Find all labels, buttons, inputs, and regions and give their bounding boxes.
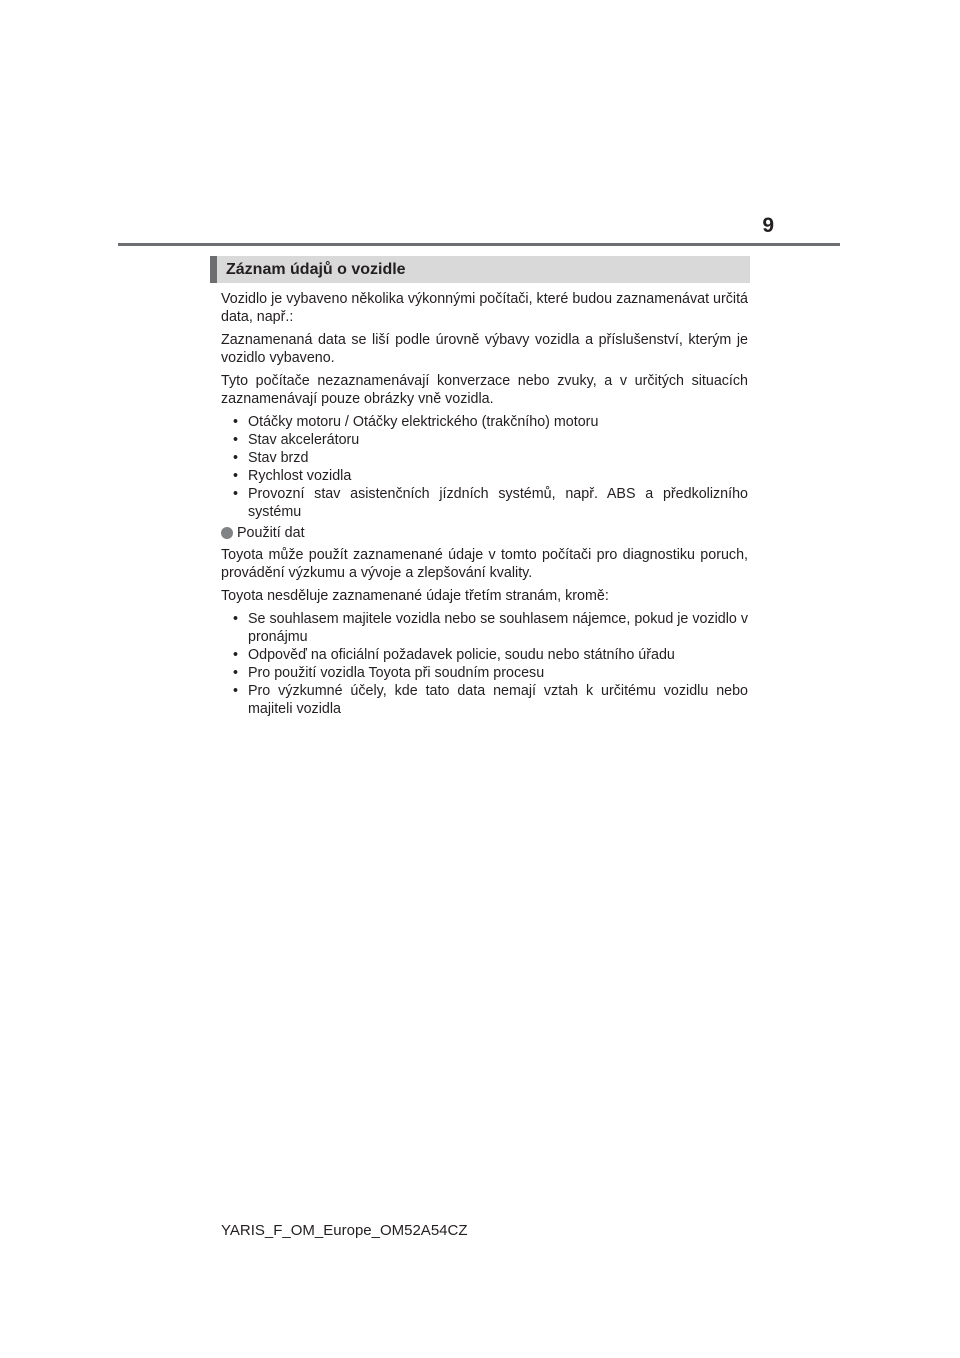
header-rule (118, 243, 840, 246)
list-item-text: Provozní stav asistenčních jízdních systémů, např. ABS a předkolizního systému (248, 486, 748, 520)
intro-paragraph: Zaznamenaná data se liší podle úrovně výbavy vozidla a příslušenství, kterým je vozidlo vybaveno. (221, 332, 748, 366)
list-item (221, 646, 748, 664)
list-item-text: Otáčky motoru / Otáčky elektrického (trakčního) motoru (248, 414, 599, 430)
section-heading: Záznam údajů o vozidle (210, 256, 750, 283)
intro-paragraph: Vozidlo je vybaveno několika výkonnými počítači, které budou zaznamenávat určitá data, např.: (221, 291, 748, 325)
list-item (221, 413, 748, 431)
list-item (221, 449, 748, 467)
section-content (221, 290, 748, 721)
list-item-text: Stav brzd (248, 450, 309, 466)
subheading-data-usage (221, 524, 748, 542)
bullet-icon: • (233, 611, 239, 627)
recorded-data-list (221, 413, 748, 521)
list-item (221, 682, 748, 718)
list-item-text: Rychlost vozidla (248, 468, 352, 484)
list-item (221, 664, 748, 682)
list-item-text: Pro použití vozidla Toyota při soudním procesu (248, 665, 545, 681)
exceptions-list (221, 610, 748, 718)
bullet-icon: • (233, 450, 239, 466)
subheading-text: Použití dat (237, 525, 305, 541)
intro-paragraph: Tyto počítače nezaznamenávají konverzace nebo zvuky, a v určitých situacích zaznamenávají pouze obrázky vně vozidla. (221, 373, 748, 407)
bullet-icon: • (233, 414, 239, 430)
list-item (221, 485, 748, 521)
usage-paragraph: Toyota nesděluje zaznamenané údaje třetím stranám, kromě: (221, 588, 609, 604)
list-item (221, 431, 748, 449)
list-item-text: Odpověď na oficiální požadavek policie, soudu nebo státního úřadu (248, 647, 675, 663)
list-item (221, 610, 748, 646)
circle-bullet-icon (221, 527, 233, 539)
bullet-icon: • (233, 647, 239, 663)
page-number: 9 (762, 214, 774, 237)
list-item-text: Pro výzkumné účely, kde tato data nemají vztah k určitému vozidlu nebo majiteli vozidla (248, 683, 748, 717)
bullet-icon: • (233, 486, 239, 502)
list-item-text: Se souhlasem majitele vozidla nebo se souhlasem nájemce, pokud je vozidlo v pronájmu (248, 611, 748, 645)
list-item-text: Stav akcelerátoru (248, 432, 360, 448)
bullet-icon: • (233, 665, 239, 681)
list-item (221, 467, 748, 485)
footer-doc-code: YARIS_F_OM_Europe_OM52A54CZ (221, 1222, 468, 1239)
usage-paragraph: Toyota může použít zaznamenané údaje v tomto počítači pro diagnostiku poruch, provádění výzkumu a vývoje a zlepšování kvality. (221, 547, 748, 581)
bullet-icon: • (233, 432, 239, 448)
bullet-icon: • (233, 468, 239, 484)
bullet-icon: • (233, 683, 239, 699)
